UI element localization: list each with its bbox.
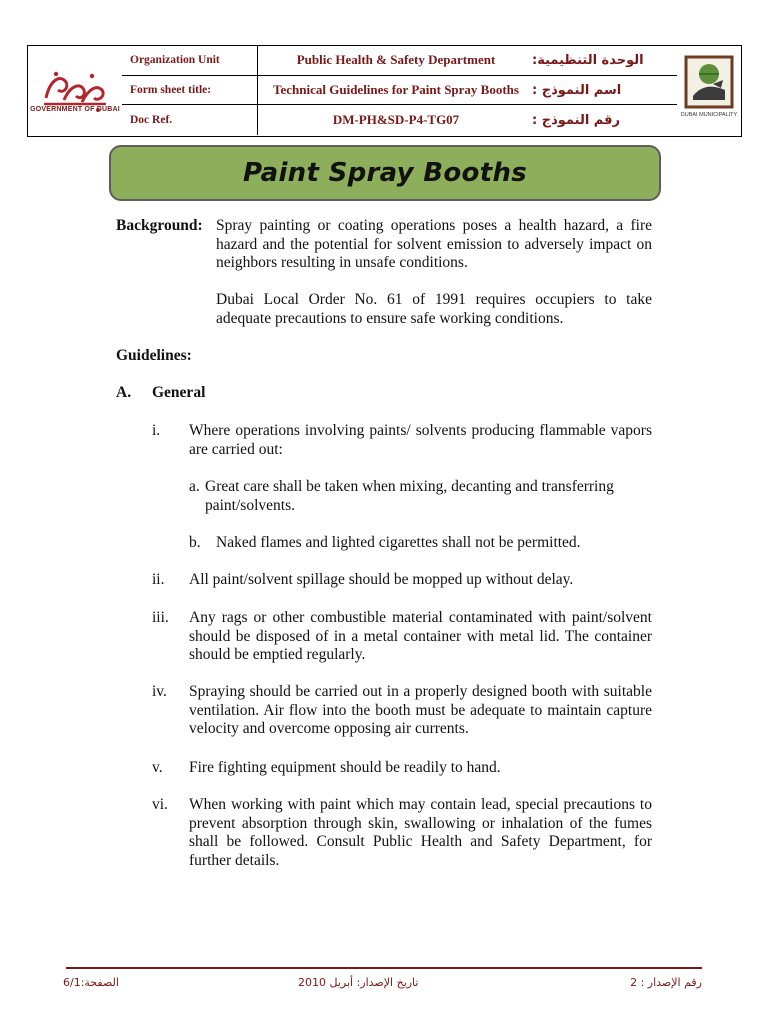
list-item-number: iv. (152, 683, 167, 700)
list-item-text: All paint/solvent spillage should be mopped up without delay. (189, 571, 574, 588)
background-label: Background: (116, 217, 203, 234)
footer-page-number: الصفحة:6/1 (63, 976, 119, 989)
section-letter: A. (116, 384, 132, 401)
footer-issue-number: رقم الإصدار : 2 (630, 976, 702, 989)
sub-item-text: Great care shall be taken when mixing, decanting and transferring paint/solvents. (205, 478, 614, 514)
sub-item-text: Naked flames and lighted cigarettes shall not be permitted. (216, 534, 581, 551)
list-item-number: iii. (152, 609, 169, 626)
header-row-doc-ref (122, 105, 677, 135)
list-item-text: Fire fighting equipment should be readily to hand. (189, 759, 501, 776)
footer-divider (66, 967, 702, 969)
header-label: Doc Ref. (122, 105, 258, 135)
header-arabic-label: اسم النموذج : (532, 82, 622, 98)
guidelines-heading: Guidelines: (116, 347, 192, 364)
header-label: Form sheet title: (122, 76, 258, 105)
list-item-text: Any rags or other combustible material contaminated with paint/solvent should be disposed of in a metal container with metal lid. The container should be emptied regularly. (189, 609, 652, 664)
gov-logo-text: GOVERNMENT OF DUBAI (30, 106, 120, 113)
section-title: General (152, 384, 206, 401)
header-arabic-label: رقم النموذج : (532, 112, 620, 128)
list-item-number: vi. (152, 796, 168, 813)
list-item-text: When working with paint which may contain lead, special precautions to prevent absorption through skin, swallowing or inhalation of the fumes shall be followed. Consult Public Health and Safety Department, for further details. (189, 796, 652, 869)
header-value: Technical Guidelines for Paint Spray Booths (273, 82, 519, 98)
list-item-text: Where operations involving paints/ solvents producing flammable vapors are carried out: (189, 422, 652, 458)
header-row-organization (122, 46, 677, 76)
background-paragraph-2: Dubai Local Order No. 61 of 1991 requires occupiers to take adequate precautions to ensure safe working conditions. (216, 291, 652, 327)
list-item-number: ii. (152, 571, 165, 588)
header-arabic-label: الوحدة التنظيمية: (532, 52, 644, 68)
sub-item-letter: a. (189, 478, 200, 495)
header-label: Organization Unit (122, 46, 258, 75)
footer-issue-date: تاريخ الإصدار: أبريل 2010 (298, 976, 419, 989)
background-paragraph-1: Spray painting or coating operations poses a health hazard, a fire hazard and the potential for solvent emission to adversely impact on neighbors resulting in unsafe conditions. (216, 217, 652, 272)
government-of-dubai-logo (28, 46, 122, 135)
list-item-text: Spraying should be carried out in a properly designed booth with suitable ventilation. Air flow into the booth must be adequate to maintain capture velocity and overcome opposing air currents. (189, 683, 652, 738)
dubai-municipality-emblem-icon (683, 54, 735, 110)
header-value: DM-PH&SD-P4-TG07 (332, 112, 460, 128)
dm-logo-text: DUBAI MUNICIPALITY (680, 112, 738, 118)
page-title: Paint Spray Booths (242, 158, 528, 188)
document-header (27, 45, 742, 137)
header-value: Public Health & Safety Department (296, 52, 496, 68)
dubai-municipality-logo (677, 46, 741, 135)
list-item-number: v. (152, 759, 163, 776)
list-item-number: i. (152, 422, 161, 439)
header-row-form-title (122, 76, 677, 106)
title-banner (109, 145, 661, 201)
sub-item-letter: b. (189, 534, 201, 551)
